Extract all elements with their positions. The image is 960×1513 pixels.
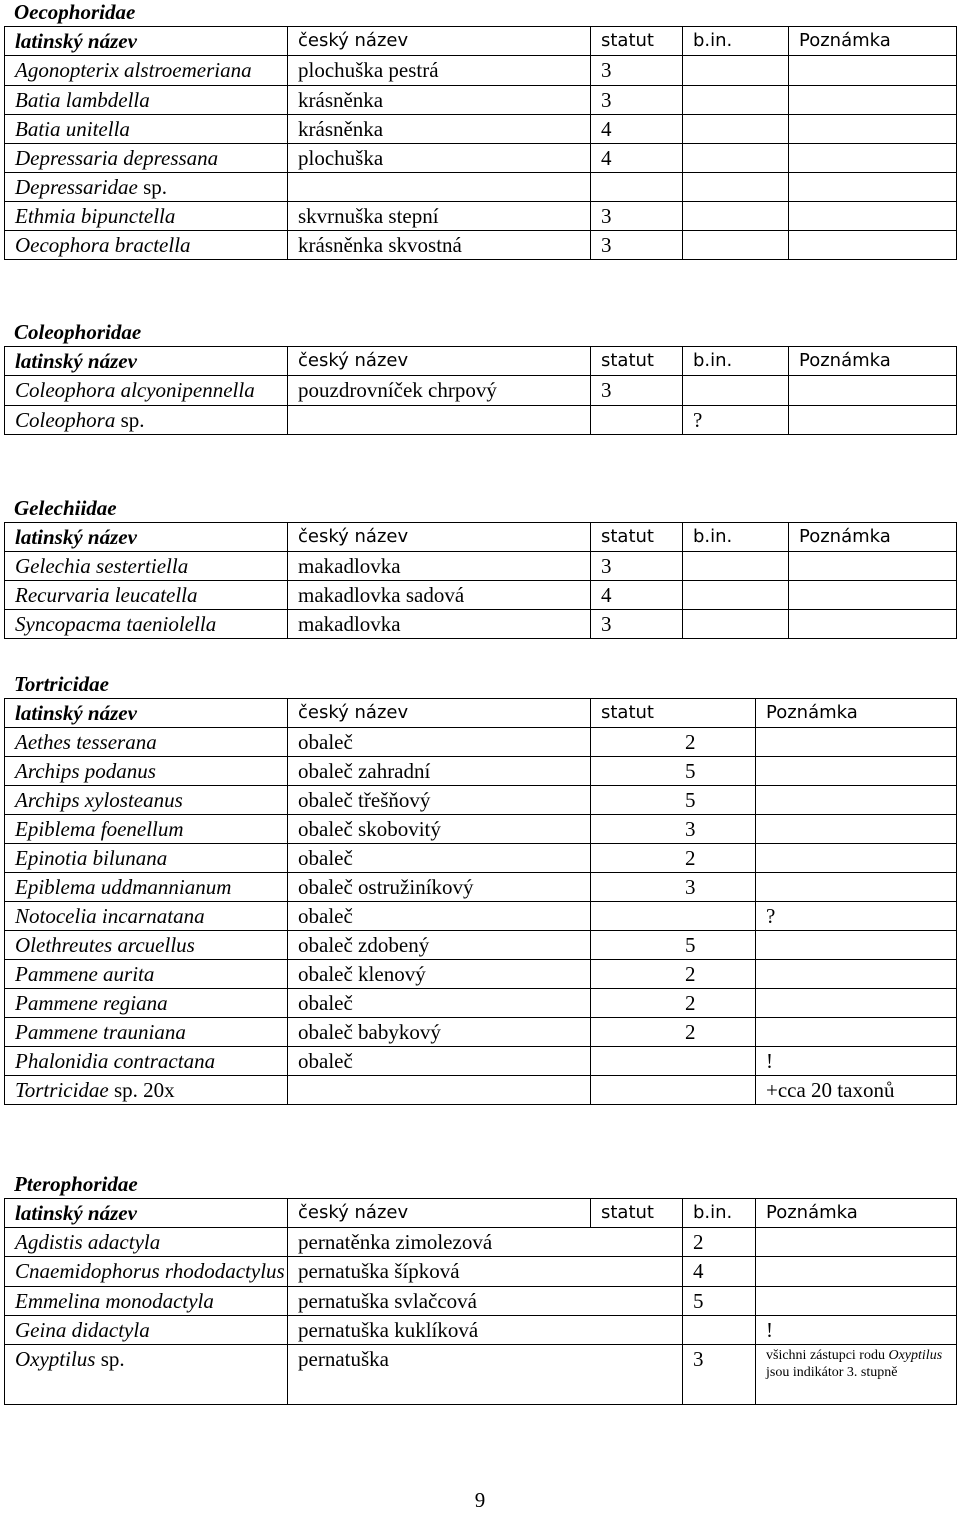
col-status-header: statut bbox=[591, 699, 756, 728]
note bbox=[789, 231, 957, 260]
czech-name bbox=[288, 406, 591, 435]
note bbox=[789, 144, 957, 173]
czech-name: obaleč bbox=[288, 1047, 591, 1076]
note bbox=[789, 376, 957, 406]
col-czech-header: český název bbox=[288, 1199, 591, 1228]
latin-name: Cnaemidophorus rhododactylus bbox=[5, 1257, 288, 1287]
czech-name: makadlovka bbox=[288, 610, 591, 639]
col-note-header: Poznámka bbox=[789, 347, 957, 376]
czech-name: pernatuška svlačcová bbox=[288, 1287, 683, 1316]
section-title: Oecophoridae bbox=[14, 0, 136, 24]
czech-name: krásněnka skvostná bbox=[288, 231, 591, 260]
status-value bbox=[601, 1078, 685, 1102]
table-row bbox=[5, 1018, 957, 1047]
latin-name: Pammene trauniana bbox=[5, 1018, 288, 1047]
col-latin-header: latinský název bbox=[5, 1199, 288, 1228]
gelechiidae-table bbox=[4, 522, 957, 639]
genus: Coleophora bbox=[15, 408, 116, 432]
species-suffix: sp. 20x bbox=[108, 1078, 175, 1102]
note: ! bbox=[756, 1316, 957, 1345]
table-header-row bbox=[5, 27, 957, 56]
note: ? bbox=[756, 902, 957, 931]
czech-name: krásněnka bbox=[288, 86, 591, 115]
latin-name: Epinotia bilunana bbox=[5, 844, 288, 873]
bin bbox=[683, 231, 789, 260]
table-row bbox=[5, 406, 957, 435]
table-row bbox=[5, 581, 957, 610]
note bbox=[756, 1345, 957, 1405]
czech-name: obaleč skobovitý bbox=[288, 815, 591, 844]
table-row bbox=[5, 902, 957, 931]
section-title: Tortricidae bbox=[14, 672, 109, 696]
table-header-row bbox=[5, 347, 957, 376]
czech-name: obaleč babykový bbox=[288, 1018, 591, 1047]
status-value: 3 bbox=[685, 875, 696, 899]
table-row bbox=[5, 873, 957, 902]
latin-name: Gelechia sestertiella bbox=[5, 552, 288, 581]
latin-name: Pammene aurita bbox=[5, 960, 288, 989]
bin: ? bbox=[683, 406, 789, 435]
latin-name: Archips xylosteanus bbox=[5, 786, 288, 815]
latin-name: Agdistis adactyla bbox=[5, 1228, 288, 1257]
col-czech-header: český název bbox=[288, 523, 591, 552]
latin-name: Epiblema uddmannianum bbox=[5, 873, 288, 902]
col-czech-header: český název bbox=[288, 699, 591, 728]
col-czech-header: český název bbox=[288, 27, 591, 56]
species-suffix: sp. bbox=[115, 408, 145, 432]
table-row bbox=[5, 115, 957, 144]
status bbox=[591, 1076, 756, 1105]
czech-name: pernatuška kuklíková bbox=[288, 1316, 683, 1345]
status bbox=[591, 728, 756, 757]
table-row bbox=[5, 989, 957, 1018]
status: 3 bbox=[591, 376, 683, 406]
col-status-header: statut bbox=[591, 523, 683, 552]
section-pterophoridae bbox=[4, 1172, 956, 1405]
bin bbox=[683, 144, 789, 173]
table-row bbox=[5, 1287, 957, 1316]
czech-name: obaleč zdobený bbox=[288, 931, 591, 960]
note bbox=[756, 815, 957, 844]
czech-name: skvrnuška stepní bbox=[288, 202, 591, 231]
note bbox=[756, 931, 957, 960]
table-row bbox=[5, 86, 957, 115]
status bbox=[591, 1018, 756, 1047]
status: 4 bbox=[591, 144, 683, 173]
table-row bbox=[5, 552, 957, 581]
note bbox=[789, 610, 957, 639]
czech-name: obaleč třešňový bbox=[288, 786, 591, 815]
latin-name: Phalonidia contractana bbox=[5, 1047, 288, 1076]
note bbox=[756, 757, 957, 786]
coleophoridae-table bbox=[4, 346, 957, 435]
table-row bbox=[5, 815, 957, 844]
pterophoridae-table bbox=[4, 1198, 957, 1405]
status: 3 bbox=[591, 56, 683, 86]
col-note-header: Poznámka bbox=[789, 27, 957, 56]
table-row bbox=[5, 173, 957, 202]
status-value: 5 bbox=[685, 759, 696, 783]
table-header-row bbox=[5, 699, 957, 728]
col-note-header: Poznámka bbox=[756, 699, 957, 728]
col-latin-header: latinský název bbox=[5, 699, 288, 728]
tortricidae-table bbox=[4, 698, 957, 1105]
status: 3 bbox=[591, 231, 683, 260]
col-bin-header: b.in. bbox=[683, 347, 789, 376]
status: 3 bbox=[591, 552, 683, 581]
status: 5 bbox=[683, 1287, 756, 1316]
status bbox=[591, 960, 756, 989]
latin-name bbox=[5, 1076, 288, 1105]
czech-name: obaleč klenový bbox=[288, 960, 591, 989]
status-value: 2 bbox=[685, 991, 696, 1015]
latin-name: Batia unitella bbox=[5, 115, 288, 144]
czech-name: pernatuška šípková bbox=[288, 1257, 683, 1287]
section-title: Gelechiidae bbox=[14, 496, 117, 520]
col-bin-header: b.in. bbox=[683, 523, 789, 552]
latin-name: Oecophora bractella bbox=[5, 231, 288, 260]
table-row bbox=[5, 960, 957, 989]
section-tortricidae bbox=[4, 672, 956, 1105]
note: ! bbox=[756, 1047, 957, 1076]
table-row bbox=[5, 231, 957, 260]
note bbox=[756, 1228, 957, 1257]
bin bbox=[683, 376, 789, 406]
latin-name: Emmelina monodactyla bbox=[5, 1287, 288, 1316]
latin-name: Aethes tesserana bbox=[5, 728, 288, 757]
status bbox=[591, 844, 756, 873]
status-value: 2 bbox=[685, 730, 696, 754]
species-suffix: sp. bbox=[95, 1347, 125, 1371]
bin bbox=[683, 173, 789, 202]
latin-name: Pammene regiana bbox=[5, 989, 288, 1018]
species-suffix: sp. bbox=[137, 175, 168, 199]
status-value: 5 bbox=[685, 933, 696, 957]
note bbox=[789, 173, 957, 202]
status bbox=[591, 989, 756, 1018]
czech-name bbox=[288, 1076, 591, 1105]
bin bbox=[683, 202, 789, 231]
latin-name: Depressaria depressana bbox=[5, 144, 288, 173]
note bbox=[756, 873, 957, 902]
note bbox=[756, 1287, 957, 1316]
note bbox=[756, 786, 957, 815]
note bbox=[789, 86, 957, 115]
latin-name: Batia lambdella bbox=[5, 86, 288, 115]
note bbox=[789, 406, 957, 435]
note bbox=[756, 960, 957, 989]
table-row bbox=[5, 757, 957, 786]
note-part: všichni zástupci rodu bbox=[766, 1348, 889, 1363]
czech-name: obaleč ostružiníkový bbox=[288, 873, 591, 902]
status bbox=[591, 406, 683, 435]
col-latin-header: latinský název bbox=[5, 347, 288, 376]
czech-name: plochuška bbox=[288, 144, 591, 173]
col-status-header: statut bbox=[591, 1199, 683, 1228]
status bbox=[591, 931, 756, 960]
status-value bbox=[601, 904, 685, 928]
note bbox=[756, 728, 957, 757]
latin-name: Archips podanus bbox=[5, 757, 288, 786]
note-genus: Oxyptilus bbox=[888, 1348, 943, 1363]
latin-name bbox=[5, 406, 288, 435]
note: +cca 20 taxonů bbox=[756, 1076, 957, 1105]
bin bbox=[683, 552, 789, 581]
status: 4 bbox=[683, 1257, 756, 1287]
section-title: Pterophoridae bbox=[14, 1172, 138, 1196]
note bbox=[789, 202, 957, 231]
status: 4 bbox=[591, 115, 683, 144]
bin bbox=[683, 581, 789, 610]
czech-name bbox=[288, 1228, 683, 1257]
status bbox=[591, 815, 756, 844]
czech-name-text: pernatěnka zimolezová bbox=[298, 1230, 493, 1254]
bin bbox=[683, 115, 789, 144]
status bbox=[591, 902, 756, 931]
note bbox=[789, 552, 957, 581]
note bbox=[756, 844, 957, 873]
table-row bbox=[5, 56, 957, 86]
note bbox=[789, 581, 957, 610]
genus: Depressaridae bbox=[15, 175, 138, 199]
note bbox=[789, 56, 957, 86]
czech-name bbox=[288, 173, 591, 202]
table-row bbox=[5, 1076, 957, 1105]
table-row bbox=[5, 931, 957, 960]
latin-name: Notocelia incarnatana bbox=[5, 902, 288, 931]
col-bin-header: b.in. bbox=[683, 27, 789, 56]
page-number: 9 bbox=[474, 1488, 486, 1512]
table-row bbox=[5, 376, 957, 406]
table-row bbox=[5, 786, 957, 815]
genus: Oxyptilus bbox=[15, 1347, 96, 1371]
status bbox=[591, 1047, 756, 1076]
czech-name: obaleč bbox=[288, 902, 591, 931]
latin-name: Geina didactyla bbox=[5, 1316, 288, 1345]
czech-name: makadlovka bbox=[288, 552, 591, 581]
section-gelechiidae bbox=[4, 496, 956, 639]
status-value: 3 bbox=[685, 817, 696, 841]
status: 3 bbox=[683, 1345, 756, 1405]
status: 2 bbox=[683, 1228, 756, 1257]
status bbox=[683, 1316, 756, 1345]
table-row bbox=[5, 1316, 957, 1345]
status-value: 5 bbox=[685, 788, 696, 812]
bin bbox=[683, 86, 789, 115]
czech-name: plochuška pestrá bbox=[288, 56, 591, 86]
latin-name: Syncopacma taeniolella bbox=[5, 610, 288, 639]
czech-name: obaleč zahradní bbox=[288, 757, 591, 786]
latin-name: Recurvaria leucatella bbox=[5, 581, 288, 610]
status: 3 bbox=[591, 202, 683, 231]
status: 4 bbox=[591, 581, 683, 610]
status-value: 2 bbox=[685, 962, 696, 986]
status-value: 2 bbox=[685, 846, 696, 870]
latin-name: Agonopterix alstroemeriana bbox=[5, 56, 288, 86]
table-row bbox=[5, 1047, 957, 1076]
note bbox=[756, 1257, 957, 1287]
col-note-header: Poznámka bbox=[789, 523, 957, 552]
table-row bbox=[5, 1257, 957, 1287]
note bbox=[756, 989, 957, 1018]
czech-name: pernatuška bbox=[288, 1345, 683, 1405]
status-value bbox=[601, 1049, 685, 1073]
table-row bbox=[5, 202, 957, 231]
col-status-header: statut bbox=[591, 347, 683, 376]
latin-name: Epiblema foenellum bbox=[5, 815, 288, 844]
table-row bbox=[5, 1228, 957, 1257]
section-coleophoridae bbox=[4, 320, 956, 435]
czech-name: obaleč bbox=[288, 989, 591, 1018]
col-latin-header: latinský název bbox=[5, 27, 288, 56]
bin bbox=[683, 56, 789, 86]
latin-name bbox=[5, 173, 288, 202]
status bbox=[591, 873, 756, 902]
genus: Tortricidae bbox=[15, 1078, 109, 1102]
note bbox=[789, 115, 957, 144]
latin-name: Olethreutes arcuellus bbox=[5, 931, 288, 960]
col-bin-header: b.in. bbox=[683, 1199, 756, 1228]
latin-name: Coleophora alcyonipennella bbox=[5, 376, 288, 406]
note bbox=[756, 1018, 957, 1047]
table-row bbox=[5, 610, 957, 639]
czech-name: makadlovka sadová bbox=[288, 581, 591, 610]
status-value: 2 bbox=[685, 1020, 696, 1044]
latin-name bbox=[5, 1345, 288, 1405]
oecophoridae-table bbox=[4, 26, 957, 260]
status bbox=[591, 786, 756, 815]
table-header-row bbox=[5, 1199, 957, 1228]
section-title: Coleophoridae bbox=[14, 320, 142, 344]
col-latin-header: latinský název bbox=[5, 523, 288, 552]
table-row bbox=[5, 728, 957, 757]
status: 3 bbox=[591, 610, 683, 639]
table-row bbox=[5, 844, 957, 873]
status: 3 bbox=[591, 86, 683, 115]
table-header-row bbox=[5, 523, 957, 552]
czech-name: pouzdrovníček chrpový bbox=[288, 376, 591, 406]
table-row bbox=[5, 1345, 957, 1405]
czech-name: obaleč bbox=[288, 728, 591, 757]
czech-name: krásněnka bbox=[288, 115, 591, 144]
col-note-header: Poznámka bbox=[756, 1199, 957, 1228]
czech-name: obaleč bbox=[288, 844, 591, 873]
note-part: jsou indikátor 3. stupně bbox=[766, 1365, 898, 1380]
status bbox=[591, 757, 756, 786]
col-status-header: statut bbox=[591, 27, 683, 56]
section-oecophoridae bbox=[4, 0, 956, 260]
status bbox=[591, 173, 683, 202]
table-row bbox=[5, 144, 957, 173]
col-czech-header: český název bbox=[288, 347, 591, 376]
latin-name: Ethmia bipunctella bbox=[5, 202, 288, 231]
bin bbox=[683, 610, 789, 639]
